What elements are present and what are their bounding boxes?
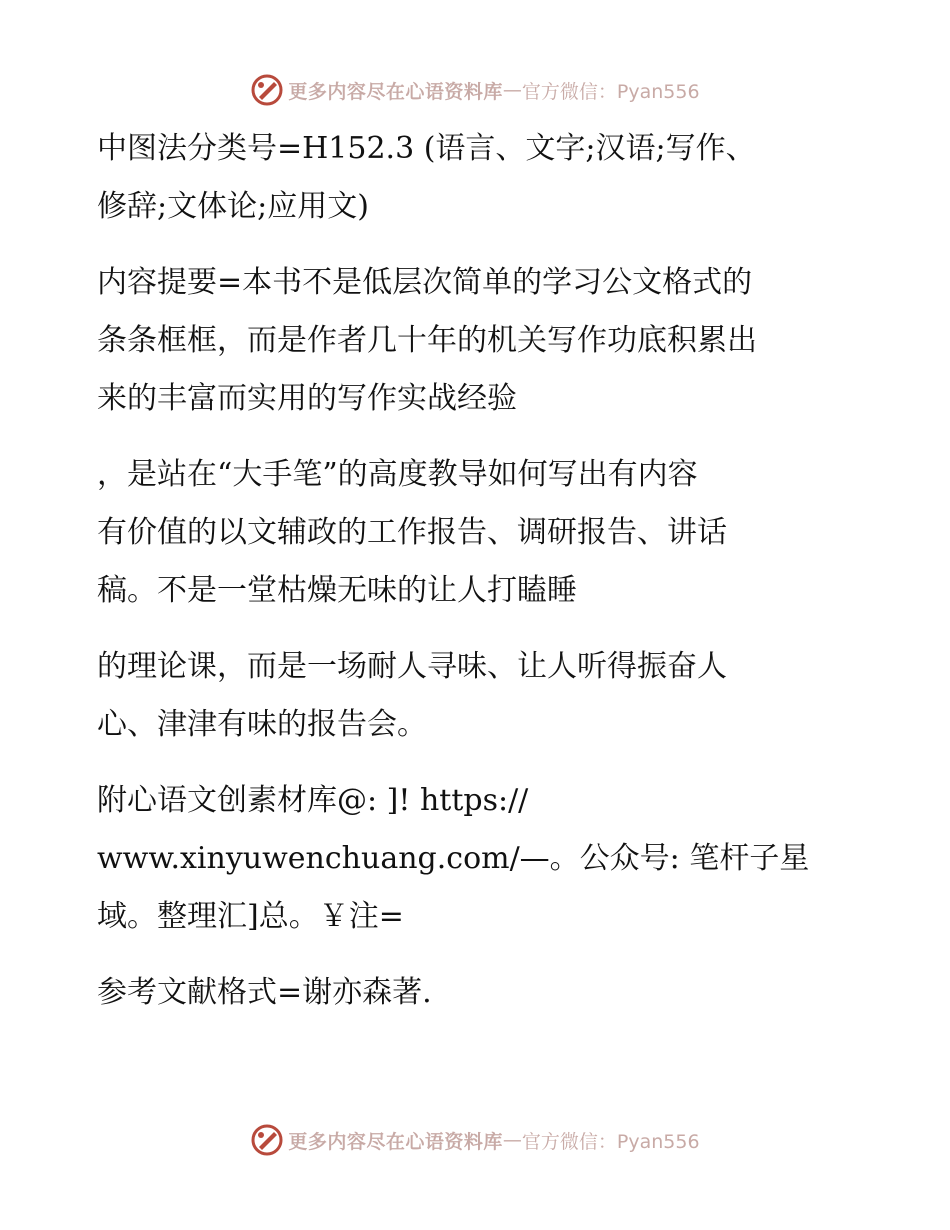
text-line: 稿。不是一堂枯燥无味的让人打瞌睡	[97, 573, 577, 608]
paragraph-reference	[97, 964, 867, 1022]
watermark-separator: —	[502, 1129, 522, 1151]
logo-icon	[250, 1123, 284, 1157]
paragraph-classification	[97, 120, 867, 236]
header-watermark	[0, 70, 950, 110]
footer-watermark	[0, 1120, 950, 1160]
watermark-brand: 官方微信：Pyan556	[521, 80, 700, 103]
text-line: 条条框框，而是作者几十年的机关写作功底积累出	[97, 323, 757, 358]
text-line: 附心语文创素材库@: ]! https://	[97, 783, 529, 818]
text-line: 有价值的以文辅政的工作报告、调研报告、讲话	[97, 515, 727, 550]
text-line: 来的丰富而实用的写作实战经验	[97, 381, 517, 416]
text-line: 的理论课，而是一场耐人寻味、让人听得振奋人	[97, 649, 727, 684]
watermark-text: 更多内容尽在心语资料库	[288, 1130, 503, 1153]
text-line: 内容提要=本书不是低层次简单的学习公文格式的	[97, 265, 753, 300]
text-line: 修辞;文体论;应用文)	[97, 189, 369, 224]
paragraph-summary-end	[97, 638, 867, 754]
text-line: www.xinyuwenchuang.com/—。公众号: 笔杆子星	[97, 841, 810, 876]
watermark-separator: —	[502, 79, 522, 101]
text-line: 域。整理汇]总。￥注=	[97, 899, 404, 934]
text-line: 心、津津有味的报告会。	[97, 707, 427, 742]
text-line: 中图法分类号=H152.3 (语言、文字;汉语;写作、	[97, 131, 756, 166]
text-line: ，是站在“大手笔”的高度教导如何写出有内容	[97, 457, 698, 492]
paragraph-summary	[97, 254, 867, 428]
text-line: 参考文献格式=谢亦森著.	[97, 975, 432, 1010]
document-body	[97, 120, 867, 1040]
watermark-brand: 官方微信：Pyan556	[521, 1130, 700, 1153]
paragraph-source-note	[97, 772, 867, 946]
logo-icon	[250, 73, 284, 107]
paragraph-summary-continued	[97, 446, 867, 620]
watermark-text: 更多内容尽在心语资料库	[288, 80, 503, 103]
